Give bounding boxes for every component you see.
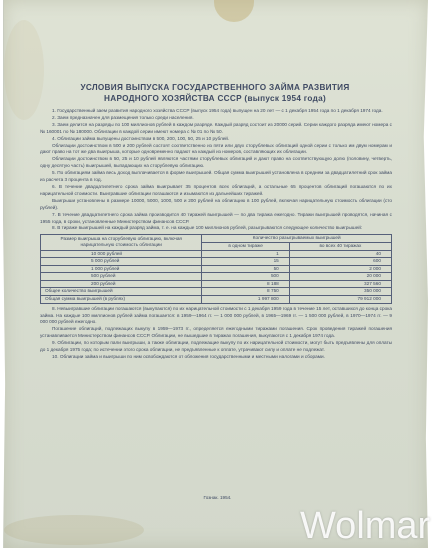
paragraph: 8. Невыигравшие облигации погашаются (выкупаются) по их нарицательной стоимости с 1 декабря 1959 года в течение 15 лет, оставшихся до конца срока займа. На каждые 100 миллионов рублей займа погашается: в 1959—1964 гг. — 1 000 000 рублей, в 1965—1969 гг. — 1 500 000 рублей, в 1970—1974 гг. — 9 000 000 рублей ежегодно. bbox=[40, 305, 392, 325]
paragraph: 3. Заем делится на разряды по 100 миллионов рублей в каждом разряде. Каждый разряд состоит из 20000 серий. Серии каждого разряда имеют номера с № 160001 по № 180000. Облигации в каждой серии имеют номера с № 01 по № 50. bbox=[40, 121, 392, 134]
table-total-sum-row bbox=[41, 296, 392, 304]
table-row bbox=[41, 250, 392, 258]
paragraph: 1. Государственный заем развития народного хозяйства СССР (выпуск 1954 года) выпущен на 20 лет — с 1 декабря 1954 года по 1 декабря 1974 года. bbox=[52, 108, 383, 113]
paragraph: 2. Заем предназначен для размещения только среди населения. bbox=[52, 114, 194, 120]
table-cell-all: 40 bbox=[289, 250, 391, 258]
table-cell-all: 20 000 bbox=[289, 273, 391, 281]
paragraph: 7. В течение двадцатилетнего срока займа производится 40 тиражей выигрышей — по два тиража ежегодно. Тиражи выигрышей проводятся, начиная с 1955 года, в сроки, установленные Министерством финансов СССР. bbox=[40, 211, 392, 224]
table-header-one-draw: в одном тираже bbox=[202, 242, 289, 250]
winnings-table bbox=[40, 234, 392, 303]
paper-stain bbox=[4, 515, 144, 545]
table-header-amount: Размер выигрыша на сторублевую облигацию, включая нарицательную стоимость облигации bbox=[41, 235, 202, 250]
table-total-count-label: Общее количество выигрышей bbox=[41, 288, 202, 296]
paper-stain bbox=[214, 0, 254, 22]
table-cell-amount: 200 рублей bbox=[41, 280, 202, 288]
table-total-count-all: 350 000 bbox=[289, 288, 391, 296]
table-cell-all: 600 bbox=[289, 258, 391, 266]
table-cell-one: 1 bbox=[202, 250, 289, 258]
title-line-2: НАРОДНОГО ХОЗЯЙСТВА СССР (выпуск 1954 года) bbox=[104, 94, 326, 103]
table-cell-amount: 1 000 рублей bbox=[41, 265, 202, 273]
paragraph: Выигрыши установлены в размере 10000, 5000, 1000, 500 и 200 рублей на облигацию в 100 рублей, включая нарицательную стоимость облигации (сто рублей). bbox=[40, 197, 392, 210]
paragraph: Облигации достоинством в 500 и 200 рублей состоят соответственно из пяти или двух сторублевых облигаций одной серии с только им двум номерам и дают право на тот же два выигрыша, которые одновременно падают на каждый из номеров, составляющих их облигации. bbox=[40, 142, 392, 155]
table-cell-one: 50 bbox=[202, 265, 289, 273]
table-total-count-row bbox=[41, 288, 392, 296]
paragraph: 10. Облигации займа и выигрыши по ним освобождаются от обложения государственными и местными налогами и сборами. bbox=[52, 354, 325, 359]
table-cell-all: 2 000 bbox=[289, 265, 391, 273]
title-line-1: УСЛОВИЯ ВЫПУСКА ГОСУДАРСТВЕННОГО ЗАЙМА РАЗВИТИЯ bbox=[80, 83, 350, 92]
paragraph: 5. По облигациям займа весь доход выплачивается в форме выигрышей. Общая сумма выигрышей установлена в среднем за двадцатилетний срок займа из расчета 3 процента в год. bbox=[40, 170, 392, 183]
paper-stain bbox=[4, 20, 44, 120]
table-row bbox=[41, 265, 392, 273]
paragraph: Погашение облигаций, подлежащих выкупу в 1959—1973 гг., определяется ежегодными тиражами погашения. Срок проведения тиражей погашения устанавливается Министерством финансов СССР. Облигации, не вышедшие в тиражах погашения, выкупаются с 1 декабря 1974 года. bbox=[40, 326, 392, 339]
table-cell-amount: 5 000 рублей bbox=[41, 258, 202, 266]
paragraph: 8. В тираже выигрышей на каждый разряд займа, т. е. на каждые 100 миллионов рублей, разыгрываются следующее количество выигрышей: bbox=[52, 225, 363, 231]
table-header-group: Количество разыгрываемых выигрышей bbox=[202, 235, 392, 243]
table-cell-amount: 500 рублей bbox=[41, 273, 202, 281]
paragraph: 4. Облигации займа выпущены достоинством в 500, 200, 100, 50, 25 и 10 рублей. bbox=[52, 135, 230, 141]
table-header-all-draws: во всех 40 тиражах bbox=[289, 242, 391, 250]
paragraph: 6. В течение двадцатилетнего срока займа выигрывает 35 процентов всех облигаций, а остальные 65 процентов облигаций погашаются по их нарицательной стоимости. Выигравшие облигации погашаются и изымаются из дальнейших тиражей. bbox=[40, 183, 392, 196]
table-cell-one: 8 188 bbox=[202, 280, 289, 288]
table-row bbox=[41, 280, 392, 288]
table-row bbox=[41, 258, 392, 266]
table-cell-all: 327 560 bbox=[289, 280, 391, 288]
table-total-sum-all: 79 912 000 bbox=[289, 296, 391, 304]
table-cell-one: 500 bbox=[202, 273, 289, 281]
table-row bbox=[41, 273, 392, 281]
paragraph: 9. Облигации, по которым пали выигрыши, а также облигации, подлежащие выкупу по их нарицательной стоимости, могут быть предъявлены для оплаты до 1 декабря 1975 года; по истечении этого срока облигации, не предъявленные к оплате, утрачивают силу и оплате не подлежат. bbox=[40, 340, 392, 353]
table-cell-amount: 10 000 рублей bbox=[41, 250, 202, 258]
document-body bbox=[40, 108, 392, 361]
printer-imprint: Гознак. 1954. bbox=[203, 495, 232, 500]
document-title bbox=[40, 82, 390, 104]
table-total-sum-label: Общая сумма выигрышей (в рублях) bbox=[41, 296, 202, 304]
table-cell-one: 15 bbox=[202, 258, 289, 266]
paragraph: Облигации достоинством в 50, 25 и 10 рублей являются частями сторублевых облигаций и дают право на соответствующую долю (половину, четверть, одну десятую часть) выигрышей, выпадающих на сторублевую облигацию. bbox=[40, 156, 392, 169]
table-total-sum-one: 1 997 800 bbox=[202, 296, 289, 304]
watermark-logo: Wolmar bbox=[300, 505, 431, 547]
table-total-count-one: 8 750 bbox=[202, 288, 289, 296]
